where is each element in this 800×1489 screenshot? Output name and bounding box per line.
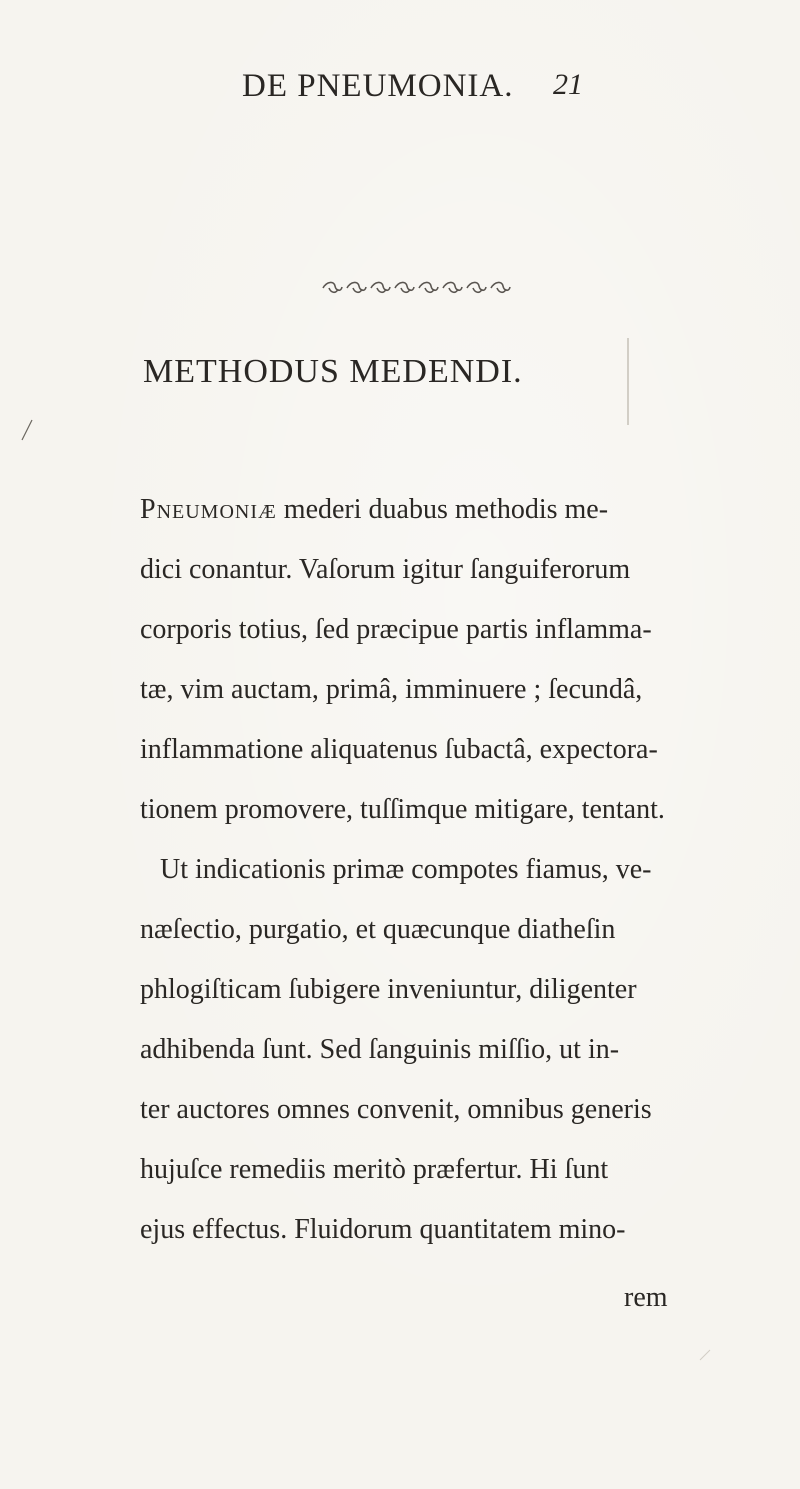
fleuron-icon — [443, 282, 462, 292]
text-line: ter auctores omnes convenit, omnibus generis — [140, 1094, 652, 1125]
text-line: Ut indicationis primæ compotes fiamus, ve- — [160, 854, 652, 885]
text-line-1-rest: mederi duabus methodis me- — [276, 494, 609, 525]
text-line: hujuſce remediis meritò præfertur. Hi ſunt — [140, 1154, 609, 1185]
fleuron-icon — [347, 282, 366, 292]
fleuron-icon — [371, 282, 390, 292]
running-head — [0, 68, 800, 108]
running-title: DE PNEUMONIA. — [242, 68, 514, 104]
fleuron-icon — [419, 282, 438, 292]
fleuron-icon — [491, 282, 510, 292]
paper-mark — [700, 1350, 710, 1360]
text-line: ejus effectus. Fluidorum quantitatem mino- — [140, 1214, 626, 1245]
text-line: tæ, vim auctam, primâ, imminuere ; ſecundâ, — [140, 674, 643, 705]
fleuron-icon — [395, 282, 414, 292]
printers-ornament-icon — [318, 280, 518, 296]
page-number: 21 — [553, 68, 583, 101]
text-line: inflammatione aliquatenus ſubactâ, expectora- — [140, 734, 658, 765]
text-line: tionem promovere, tuſſimque mitigare, tentant. — [140, 794, 665, 825]
text-line: corporis totius, ſed præcipue partis inflamma- — [140, 614, 652, 645]
text-line: næſectio, purgatio, et quæcunque diatheſin — [140, 914, 616, 945]
text-line: adhibenda ſunt. Sed ſanguinis miſſio, ut in- — [140, 1034, 620, 1065]
text-line-1 — [140, 490, 608, 530]
fleuron-icon — [467, 282, 486, 292]
section-heading: METHODUS MEDENDI. — [143, 353, 523, 390]
catchword: rem — [624, 1282, 668, 1313]
paper-mark — [22, 420, 32, 440]
initial-word: Pneumoniæ — [140, 494, 277, 525]
text-line: phlogiſticam ſubigere inveniuntur, diligenter — [140, 974, 637, 1005]
text-line: dici conantur. Vaſorum igitur ſanguiferorum — [140, 554, 631, 585]
fleuron-icon — [323, 282, 342, 292]
